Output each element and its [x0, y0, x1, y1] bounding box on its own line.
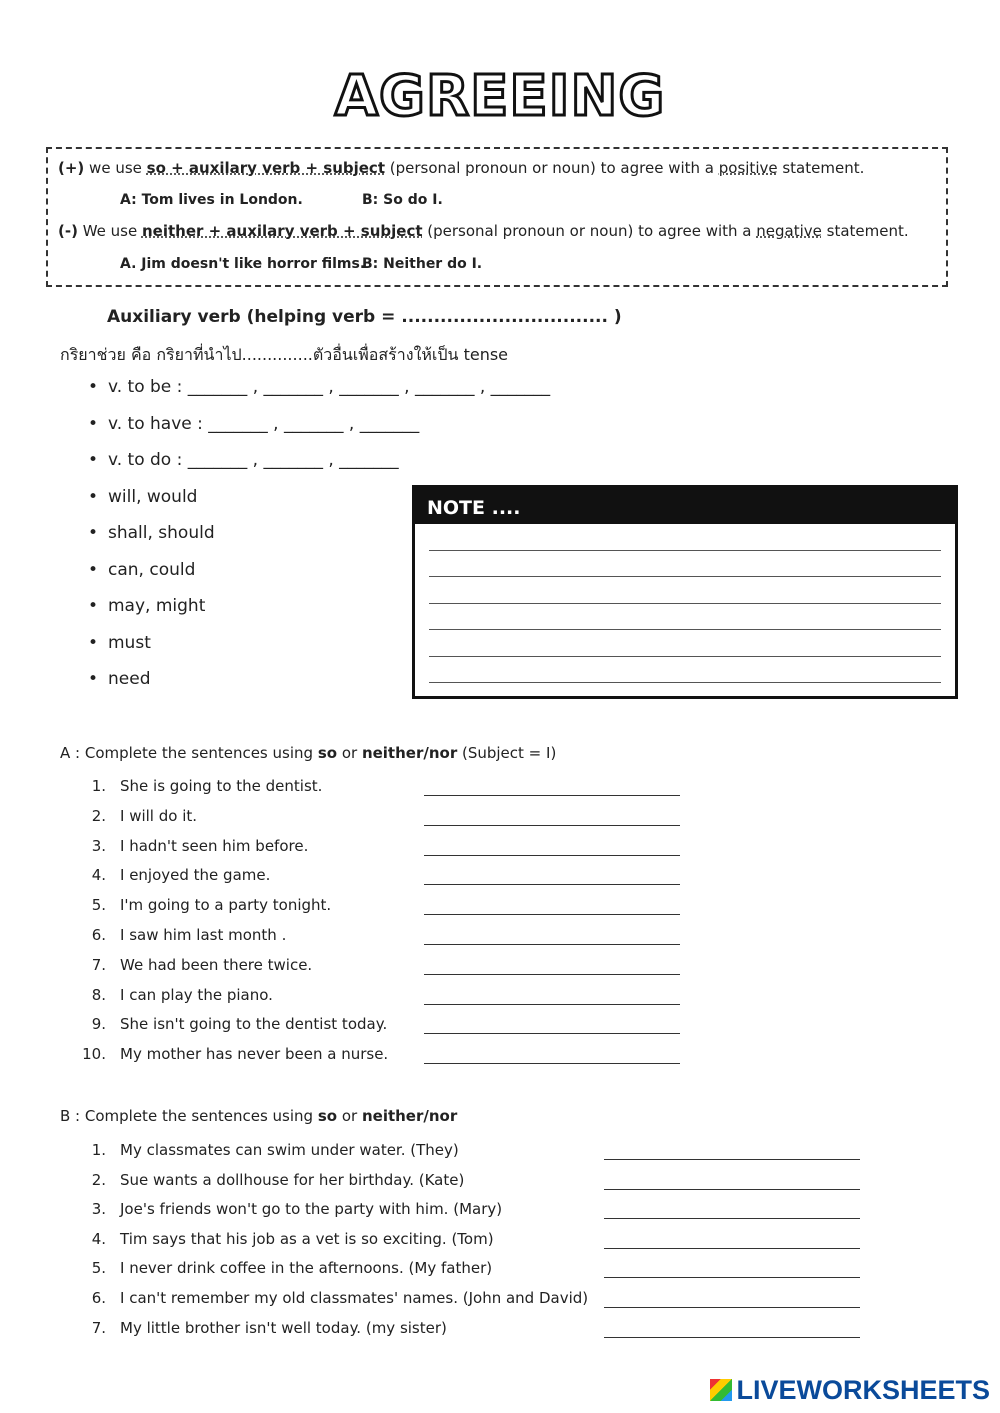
item-sentence: I can't remember my old classmates' names. (John and David)	[120, 1289, 589, 1307]
item-sentence: Sue wants a dollhouse for her birthday. (Kate)	[120, 1170, 465, 1189]
aux-item-can: • can, could	[88, 560, 550, 597]
answer-blank[interactable]	[424, 883, 680, 885]
answer-blank[interactable]	[424, 794, 680, 796]
item-number: 2.	[91, 1170, 106, 1189]
note-line[interactable]	[429, 657, 941, 684]
item-sentence: I will do it.	[120, 806, 198, 825]
item-sentence: She isn't going to the dentist today.	[120, 1015, 388, 1034]
item-sentence: I never drink coffee in the afternoons. (My father)	[120, 1259, 493, 1278]
item-sentence: I can play the piano.	[120, 985, 273, 1004]
answer-blank[interactable]	[604, 1247, 860, 1249]
negative-rule	[58, 222, 909, 240]
answer-blank[interactable]	[604, 1276, 860, 1278]
item-number: 9.	[91, 1015, 106, 1034]
note-box	[412, 485, 958, 699]
answer-blank[interactable]	[424, 1003, 680, 1005]
exercise-item	[88, 1319, 888, 1341]
note-title: NOTE ....	[415, 488, 955, 524]
positive-example-b: B: So do I.	[362, 192, 443, 208]
item-number: 3.	[91, 836, 106, 855]
item-sentence: Joe's friends won't go to the party with him. (Mary)	[120, 1200, 503, 1219]
item-number: 4.	[91, 866, 106, 885]
exercise-item	[88, 1230, 888, 1252]
aux-item-to-have: • v. to have : _______ , _______ , _______	[88, 414, 550, 451]
note-line[interactable]	[429, 524, 941, 551]
aux-item-to-be: • v. to be : _______ , _______ , _______ , _______ , _______	[88, 377, 550, 414]
item-number: 6.	[91, 926, 106, 944]
item-sentence: I'm going to a party tonight.	[120, 896, 332, 915]
exercise-item	[88, 1259, 888, 1281]
positive-end: statement.	[777, 159, 865, 177]
answer-blank[interactable]	[604, 1158, 860, 1160]
item-sentence: We had been there twice.	[120, 955, 313, 974]
exercise-item	[88, 1141, 888, 1163]
item-sentence: My classmates can swim under water. (They)	[120, 1141, 459, 1159]
negative-middle: (personal pronoun or noun) to agree with a	[422, 222, 757, 240]
positive-formula: so + auxilary verb + subject	[146, 159, 385, 177]
section-b-prefix: B : Complete the sentences using	[60, 1107, 318, 1125]
section-b-neither: neither/nor	[361, 1107, 458, 1125]
aux-item-may: • may, might	[88, 596, 550, 633]
answer-blank[interactable]	[424, 1032, 680, 1034]
answer-blank[interactable]	[424, 824, 680, 826]
note-line[interactable]	[429, 630, 941, 657]
aux-item-will: • will, would	[88, 487, 550, 524]
answer-blank[interactable]	[424, 913, 680, 915]
section-a-title	[60, 744, 556, 762]
positive-example-a: A: Tom lives in London.	[120, 192, 303, 208]
section-b-title	[60, 1107, 457, 1125]
section-a-or: or	[337, 744, 362, 762]
section-b-so: so	[317, 1107, 338, 1125]
item-number: 8.	[91, 985, 106, 1004]
exercise-item	[82, 1045, 888, 1067]
item-number: 7.	[91, 955, 106, 974]
thai-definition: กริยาช่วย คือ กริยาที่นำไป..............ตัวอื่นเพื่อสร้างให้เป็น tense	[60, 345, 509, 364]
item-number: 6.	[91, 1289, 106, 1307]
item-sentence: My little brother isn't well today. (my sister)	[120, 1318, 447, 1337]
exercise-item	[88, 807, 888, 829]
item-number: 5.	[91, 896, 106, 915]
answer-blank[interactable]	[604, 1217, 860, 1219]
exercise-item	[88, 837, 888, 859]
item-number: 1.	[91, 777, 106, 795]
positive-rule	[58, 159, 864, 177]
item-sentence: She is going to the dentist.	[120, 777, 323, 795]
exercise-item	[88, 866, 888, 888]
exercise-item	[88, 1015, 888, 1037]
exercise-item	[88, 986, 888, 1008]
answer-blank[interactable]	[424, 973, 680, 975]
item-number: 7.	[91, 1318, 106, 1337]
item-sentence: I enjoyed the game.	[120, 866, 271, 885]
exercise-item	[88, 777, 888, 799]
section-a-suffix: (Subject = I)	[457, 744, 557, 762]
section-a-prefix: A : Complete the sentences using	[60, 744, 318, 762]
exercise-item	[88, 1171, 888, 1193]
page-title: AGREEING	[334, 64, 666, 129]
section-a-so: so	[317, 744, 338, 762]
negative-we-use: We use	[77, 222, 142, 240]
note-line[interactable]	[429, 604, 941, 631]
liveworksheets-logo	[710, 1375, 990, 1406]
liveworksheets-logo-icon	[710, 1379, 732, 1401]
positive-middle: (personal pronoun or noun) to agree with a	[385, 159, 719, 177]
aux-item-shall: • shall, should	[88, 523, 550, 560]
exercise-item	[88, 926, 888, 948]
answer-blank[interactable]	[604, 1336, 860, 1338]
negative-end: statement.	[821, 222, 909, 240]
negative-kind: negative	[756, 222, 822, 240]
answer-blank[interactable]	[604, 1188, 860, 1190]
note-line[interactable]	[429, 551, 941, 578]
negative-example-b: B: Neither do I.	[362, 256, 483, 272]
aux-verb-title: Auxiliary verb (helping verb = ................................ )	[107, 307, 622, 327]
answer-blank[interactable]	[604, 1306, 860, 1308]
section-a-neither: neither/nor	[361, 744, 458, 762]
aux-item-to-do: • v. to do : _______ , _______ , _______	[88, 450, 550, 487]
item-sentence: I saw him last month .	[120, 926, 287, 944]
exercise-item	[88, 1289, 888, 1311]
exercise-item	[88, 896, 888, 918]
answer-blank[interactable]	[424, 943, 680, 945]
positive-we-use: we use	[84, 159, 147, 177]
item-number: 10.	[82, 1045, 106, 1064]
item-number: 2.	[91, 806, 106, 825]
item-number: 1.	[91, 1141, 106, 1159]
aux-item-need: • need	[88, 669, 550, 706]
item-sentence: I hadn't seen him before.	[120, 836, 309, 855]
aux-item-must: • must	[88, 633, 550, 670]
positive-sign: (+)	[58, 159, 85, 177]
item-number: 4.	[91, 1229, 106, 1248]
answer-blank[interactable]	[424, 854, 680, 856]
negative-example-a: A. Jim doesn't like horror films.	[120, 256, 366, 272]
note-line[interactable]	[429, 577, 941, 604]
positive-kind: positive	[718, 159, 778, 177]
exercise-item	[88, 956, 888, 978]
answer-blank[interactable]	[424, 1062, 680, 1064]
item-number: 3.	[91, 1200, 106, 1219]
negative-sign: (-)	[58, 222, 78, 240]
negative-formula: neither + auxilary verb + subject	[141, 222, 423, 240]
logo-text: LIVEWORKSHEETS	[736, 1375, 990, 1405]
exercise-item	[88, 1200, 888, 1222]
item-sentence: My mother has never been a nurse.	[120, 1045, 389, 1064]
item-number: 5.	[91, 1259, 106, 1278]
section-b-or: or	[337, 1107, 362, 1125]
item-sentence: Tim says that his job as a vet is so exciting. (Tom)	[120, 1229, 494, 1248]
